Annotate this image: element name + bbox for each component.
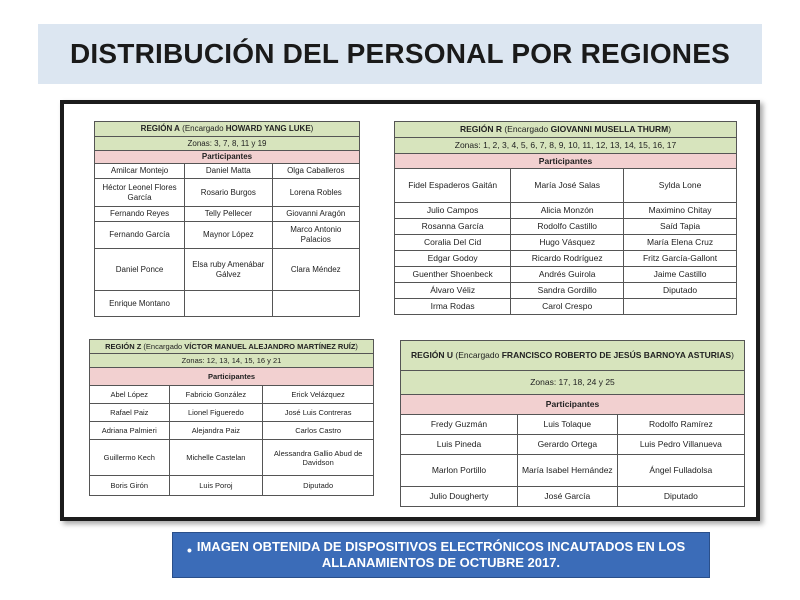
- table-row: [90, 404, 374, 422]
- table-row: [401, 487, 745, 507]
- region-u-zones: Zonas: 17, 18, 24 y 25: [401, 371, 745, 395]
- participant-cell: Sylda Lone: [624, 169, 737, 203]
- table-row: [401, 415, 745, 435]
- table-row: [95, 249, 360, 291]
- participant-cell: María José Salas: [511, 169, 624, 203]
- participant-cell: Luis Pedro Villanueva: [617, 435, 744, 455]
- participant-cell: Saíd Tapia: [624, 219, 737, 235]
- participant-cell: Fernando García: [95, 222, 185, 249]
- table-row: [90, 422, 374, 440]
- participant-cell: Fredy Guzmán: [401, 415, 518, 435]
- table-row: [90, 386, 374, 404]
- participant-cell: Daniel Matta: [185, 164, 272, 179]
- region-r-header: REGIÓN R (Encargado GIOVANNI MUSELLA THURM): [395, 122, 737, 138]
- participant-cell: Adriana Palmieri: [90, 422, 170, 440]
- participant-cell: Maynor López: [185, 222, 272, 249]
- table-row: [395, 267, 737, 283]
- participant-cell: Lionel Figueredo: [169, 404, 263, 422]
- participant-cell: Luis Pineda: [401, 435, 518, 455]
- participant-cell: [185, 291, 272, 317]
- table-row: [401, 435, 745, 455]
- table-row: [95, 291, 360, 317]
- participant-cell: Giovanni Aragón: [272, 207, 359, 222]
- title-banner: [38, 24, 762, 84]
- region-z-zones: Zonas: 12, 13, 14, 15, 16 y 21: [90, 354, 374, 368]
- participant-cell: Álvaro Véliz: [395, 283, 511, 299]
- participant-cell: Héctor Leonel Flores García: [95, 179, 185, 207]
- region-r-zones: Zonas: 1, 2, 3, 4, 5, 6, 7, 8, 9, 10, 11, 12, 13, 14, 15, 16, 17: [395, 138, 737, 154]
- participant-cell: Coralia Del Cid: [395, 235, 511, 251]
- participant-cell: Irma Rodas: [395, 299, 511, 315]
- page-title: DISTRIBUCIÓN DEL PERSONAL POR REGIONES: [70, 38, 730, 69]
- table-row: [395, 235, 737, 251]
- participant-cell: Elsa ruby Amenábar Gálvez: [185, 249, 272, 291]
- source-note-text: IMAGEN OBTENIDA DE DISPOSITIVOS ELECTRÓNICOS INCAUTADOS EN LOS ALLANAMIENTOS DE OCTUBRE 2017.: [196, 538, 686, 570]
- source-note: [172, 532, 710, 578]
- participant-cell: José García: [517, 487, 617, 507]
- participant-cell: Clara Méndez: [272, 249, 359, 291]
- participant-cell: Rodolfo Castillo: [511, 219, 624, 235]
- participant-cell: Marco Antonio Palacios: [272, 222, 359, 249]
- participant-cell: Carlos Castro: [263, 422, 374, 440]
- participant-cell: Alessandra Gallio Abud de Davidson: [263, 440, 374, 476]
- participant-cell: Rodolfo Ramírez: [617, 415, 744, 435]
- table-row: [95, 179, 360, 207]
- participant-cell: Boris Girón: [90, 476, 170, 496]
- regions-frame: [60, 100, 760, 521]
- region-a-table: [94, 121, 360, 317]
- participant-cell: Diputado: [617, 487, 744, 507]
- participant-cell: Fernando Reyes: [95, 207, 185, 222]
- participant-cell: Hugo Vásquez: [511, 235, 624, 251]
- participant-cell: Julio Campos: [395, 203, 511, 219]
- participant-cell: Guenther Shoenbeck: [395, 267, 511, 283]
- region-a-header: REGIÓN A (Encargado HOWARD YANG LUKE): [95, 122, 360, 137]
- table-row: [395, 283, 737, 299]
- table-row: [90, 440, 374, 476]
- participant-cell: Luis Poroj: [169, 476, 263, 496]
- participant-cell: Guillermo Kech: [90, 440, 170, 476]
- table-row: [95, 207, 360, 222]
- region-u-header: REGIÓN U (Encargado FRANCISCO ROBERTO DE JESÚS BARNOYA ASTURIAS): [401, 341, 745, 371]
- participant-cell: Sandra Gordillo: [511, 283, 624, 299]
- table-row: [401, 455, 745, 487]
- participant-cell: Gerardo Ortega: [517, 435, 617, 455]
- participant-cell: Daniel Ponce: [95, 249, 185, 291]
- participant-cell: María Elena Cruz: [624, 235, 737, 251]
- participant-cell: Maximino Chitay: [624, 203, 737, 219]
- participant-cell: María Isabel Hernández: [517, 455, 617, 487]
- participant-cell: Julio Dougherty: [401, 487, 518, 507]
- table-row: [95, 164, 360, 179]
- participant-cell: Diputado: [263, 476, 374, 496]
- table-row: [395, 251, 737, 267]
- region-z-table: [89, 339, 374, 496]
- participant-cell: Jaime Castillo: [624, 267, 737, 283]
- participant-cell: Telly Pellecer: [185, 207, 272, 222]
- participant-cell: Ricardo Rodríguez: [511, 251, 624, 267]
- region-u-participants-label: Participantes: [401, 395, 745, 415]
- region-z-participants-label: Participantes: [90, 368, 374, 386]
- participant-cell: Alicia Monzón: [511, 203, 624, 219]
- participant-cell: Fritz García-Gallont: [624, 251, 737, 267]
- participant-cell: Fidel Espaderos Gaitán: [395, 169, 511, 203]
- participant-cell: Ángel Fulladolsa: [617, 455, 744, 487]
- participant-cell: Rosario Burgos: [185, 179, 272, 207]
- participant-cell: Marlon Portillo: [401, 455, 518, 487]
- region-r-participants-label: Participantes: [395, 154, 737, 169]
- participant-cell: Olga Caballeros: [272, 164, 359, 179]
- participant-cell: Rafael Paiz: [90, 404, 170, 422]
- participant-cell: Alejandra Paiz: [169, 422, 263, 440]
- participant-cell: Andrés Guirola: [511, 267, 624, 283]
- participant-cell: Fabricio González: [169, 386, 263, 404]
- table-row: [395, 203, 737, 219]
- region-z-header: REGIÓN Z (Encargado VÍCTOR MANUEL ALEJANDRO MARTÍNEZ RUÍZ): [90, 340, 374, 354]
- participant-cell: Carol Crespo: [511, 299, 624, 315]
- participant-cell: Diputado: [624, 283, 737, 299]
- table-row: [95, 222, 360, 249]
- bullet-icon: •: [187, 542, 192, 558]
- table-row: [395, 219, 737, 235]
- participant-cell: Enrique Montano: [95, 291, 185, 317]
- participant-cell: Abel López: [90, 386, 170, 404]
- table-row: [395, 299, 737, 315]
- table-row: [395, 169, 737, 203]
- region-a-zones: Zonas: 3, 7, 8, 11 y 19: [95, 137, 360, 151]
- table-row: [90, 476, 374, 496]
- region-a-participants-label: Participantes: [95, 151, 360, 164]
- participant-cell: Luis Tolaque: [517, 415, 617, 435]
- participant-cell: Amilcar Montejo: [95, 164, 185, 179]
- region-r-table: [394, 121, 737, 315]
- participant-cell: Edgar Godoy: [395, 251, 511, 267]
- participant-cell: [272, 291, 359, 317]
- participant-cell: Lorena Robles: [272, 179, 359, 207]
- participant-cell: José Luis Contreras: [263, 404, 374, 422]
- participant-cell: Rosanna García: [395, 219, 511, 235]
- participant-cell: Michelle Castelan: [169, 440, 263, 476]
- region-u-table: [400, 340, 745, 507]
- participant-cell: [624, 299, 737, 315]
- participant-cell: Erick Velázquez: [263, 386, 374, 404]
